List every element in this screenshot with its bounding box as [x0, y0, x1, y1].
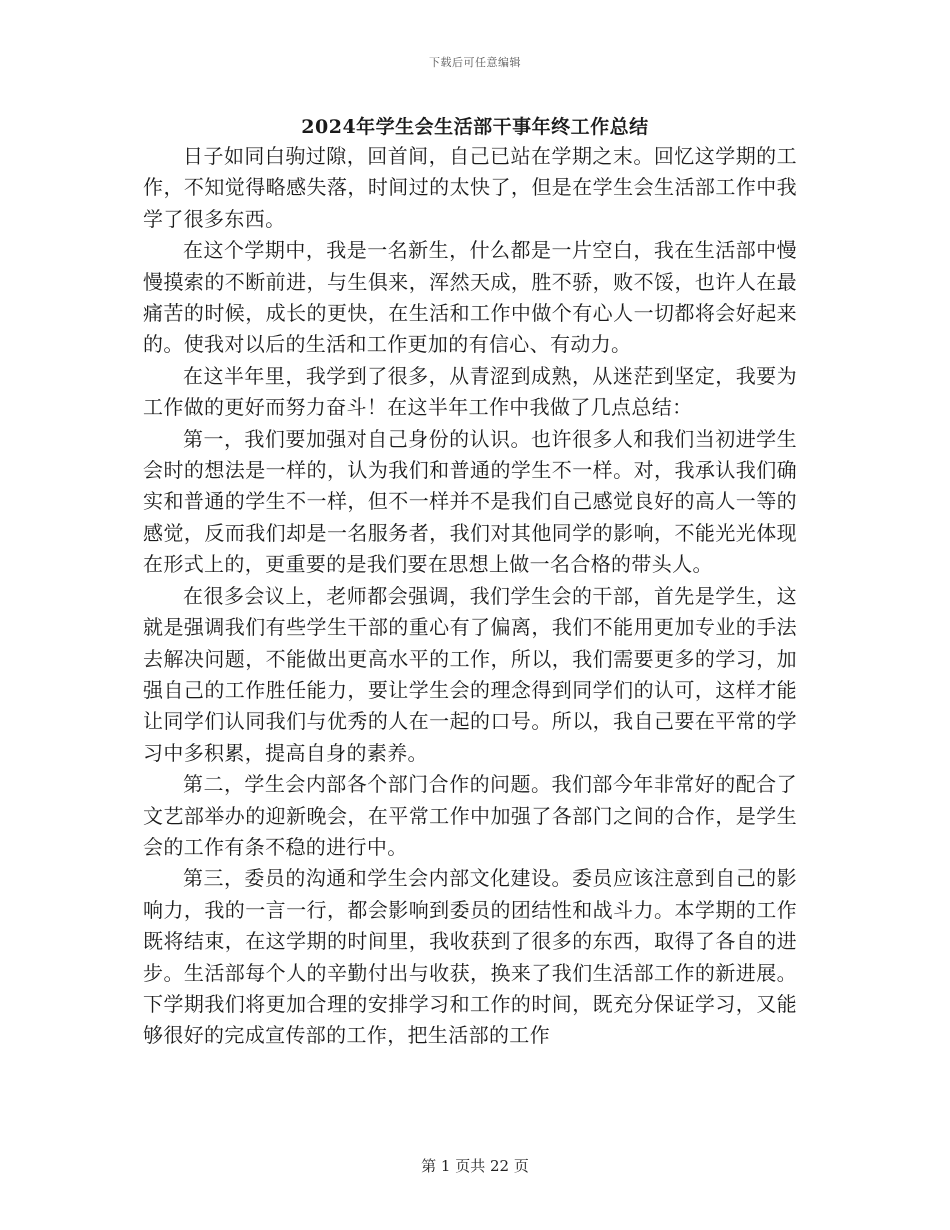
paragraph-point-two: 第二，学生会内部各个部门合作的问题。我们部今年非常好的配合了文艺部举办的迎新晚会，在平常工作中加强了各部门之间的合作，是学生会的工作有条不稳的进行中。 [143, 772, 797, 859]
paragraph-point-one: 第一，我们要加强对自己身份的认识。也许很多人和我们当初进学生会时的想法是一样的，认为我们和普通的学生不一样。对，我承认我们确实和普通的学生不一样，但不一样并不是我们自己感觉良好的高人一等的感觉，反而我们却是一名服务者，我们对其他同学的影响，不能光光体现在形式上的，更重要的是我们要在思想上做一名合格的带头人。 [143, 426, 797, 577]
document-title: 2024年学生会生活部干事年终工作总结 [301, 116, 649, 138]
paragraph-half-year: 在这半年里，我学到了很多，从青涩到成熟，从迷茫到坚定，我要为工作做的更好而努力奋斗！在这半年工作中我做了几点总结： [143, 363, 797, 420]
paragraph-meetings: 在很多会议上，老师都会强调，我们学生会的干部，首先是学生，这就是强调我们有些学生干部的重心有了偏离，我们不能用更加专业的手法去解决问题，不能做出更高水平的工作，所以，我们需要更多的学习，加强自己的工作胜任能力，要让学生会的理念得到同学们的认可，这样才能让同学们认同我们与优秀的人在一起的口号。所以，我自己要在平常的学习中多积累，提高自身的素养。 [143, 583, 797, 765]
document-body [143, 141, 797, 1052]
page-header-note: 下载后可任意编辑 [429, 56, 521, 69]
paragraph-point-three: 第三，委员的沟通和学生会内部文化建设。委员应该注意到自己的影响力，我的一言一行，都会影响到委员的团结性和战斗力。本学期的工作既将结束，在这学期的时间里，我收获到了很多的东西，取得了各自的进步。生活部每个人的辛勤付出与收获，换来了我们生活部工作的新进展。下学期我们将更加合理的安排学习和工作的时间，既充分保证学习，又能够很好的完成宣传部的工作，把生活部的工作 [143, 866, 797, 1048]
paragraph-intro: 日子如同白驹过隙，回首间，自己已站在学期之末。回忆这学期的工作，不知觉得略感失落，时间过的太快了，但是在学生会生活部工作中我学了很多东西。 [143, 144, 797, 231]
paragraph-new-student: 在这个学期中，我是一名新生，什么都是一片空白，我在生活部中慢慢摸索的不断前进，与生俱来，浑然天成，胜不骄，败不馁，也许人在最痛苦的时候，成长的更快，在生活和工作中做个有心人一切都将会好起来的。使我对以后的生活和工作更加的有信心、有动力。 [143, 238, 797, 357]
page-number-footer: 第 1 页共 22 页 [421, 1157, 529, 1175]
